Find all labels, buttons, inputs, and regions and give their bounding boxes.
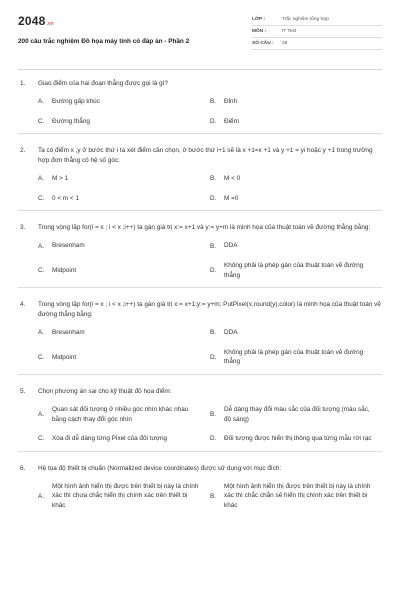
- option-letter: A.: [38, 329, 45, 337]
- question-text-row: [18, 300, 382, 320]
- question-number: 6.: [20, 464, 26, 472]
- meta-value: IT Test: [282, 29, 297, 34]
- question: [18, 385, 382, 452]
- option[interactable]: [38, 261, 210, 280]
- meta-label: SỐ CÂU :: [252, 41, 274, 46]
- question: [18, 144, 382, 211]
- option[interactable]: [38, 194, 210, 204]
- question: [18, 462, 382, 518]
- option-letter: B.: [210, 411, 217, 419]
- option-text: Xóa đi dễ dàng từng Pixel của đối tượng: [52, 435, 168, 443]
- option-text: Một hình ảnh hiển thị được trên thiết bị này là chính xác thì chưa chắc hiển thị chính xác trên thiết bị khác: [52, 482, 199, 509]
- option-letter: B.: [210, 329, 217, 337]
- option[interactable]: [210, 405, 382, 424]
- option-list: [18, 174, 382, 203]
- logo-suffix: .vn: [46, 21, 54, 27]
- option-text: Midpoint: [52, 266, 77, 274]
- option-text: M =0: [224, 194, 239, 202]
- question-number: 5.: [20, 387, 26, 395]
- option-text: Quan sát đối tượng ở nhiều góc nhìn khác nhau bằng cách thay đổi góc nhìn: [52, 405, 189, 423]
- question-text-row: [18, 387, 382, 397]
- option[interactable]: [38, 328, 210, 338]
- option-text: Không phải là phép gán của thuật toán vẽ đường thẳng: [224, 348, 364, 366]
- question: [18, 298, 382, 375]
- option-letter: C.: [38, 117, 45, 125]
- option-letter: B.: [210, 175, 217, 183]
- option-text: Đường gấp khúc: [52, 98, 100, 105]
- option[interactable]: [210, 328, 382, 338]
- option-letter: B.: [210, 242, 217, 250]
- option-list: [18, 482, 382, 511]
- option[interactable]: [210, 194, 382, 204]
- option-list: [18, 328, 382, 367]
- option-text: Đỉnh: [224, 98, 238, 105]
- option[interactable]: [210, 434, 382, 444]
- option-letter: D.: [210, 353, 217, 361]
- question-text: Trong vòng lặp for(i = x ; i < x ;i++) ta gán giá trị x:= x+1;y:= y+m; PutPixel(x,round(y),color) là minh họa của thuật toán vẽ đường thẳng bằng:: [38, 301, 381, 319]
- option-letter: D.: [210, 435, 217, 443]
- option[interactable]: [210, 117, 382, 127]
- question-list: [18, 77, 382, 528]
- meta-label: LỚP :: [252, 17, 266, 22]
- header-divider: [18, 69, 382, 70]
- option-text: Bresenham: [52, 242, 85, 250]
- meta-row-subject: [252, 26, 382, 38]
- option-text: Midpoint: [52, 353, 77, 361]
- option-text: Đối tượng được hiển thị thông qua từng mẫu rời rạc: [224, 435, 372, 443]
- option[interactable]: [38, 174, 210, 184]
- option-text: Điểm: [224, 117, 239, 125]
- question-number: 4.: [20, 301, 26, 309]
- question-text: Ta có điểm x ,y ở bước thứ i ta xét điểm cần chọn, ở bước thứ i+1 sẽ là x +1=x +1 và y +1 = yi hoặc y +1 trong trường hợp đơn thẳng có hệ số góc:: [38, 147, 373, 165]
- logo-text: 2048: [18, 14, 46, 28]
- option-letter: A.: [38, 175, 45, 183]
- meta-label: MÔN :: [252, 29, 267, 34]
- question-number: 1.: [20, 80, 26, 87]
- option-list: [18, 241, 382, 280]
- option-text: Dễ dàng thay đổi màu sắc của đối tượng (màu sắc, độ sáng): [224, 405, 370, 423]
- option-list: [18, 97, 382, 126]
- option-text: M > 1: [52, 175, 69, 183]
- question-text: Giao điểm của hai đoạn thẳng được gọi là gì?: [38, 80, 168, 87]
- question-text-row: [18, 223, 382, 233]
- option-letter: A.: [38, 242, 45, 250]
- option[interactable]: [210, 97, 382, 107]
- option-text: Đường thẳng: [52, 117, 90, 125]
- meta-row-class: [252, 14, 382, 26]
- option-text: Không phải là phép gán của thuật toán vẽ đường thẳng: [224, 261, 364, 279]
- option-letter: C.: [38, 353, 45, 361]
- question: [18, 77, 382, 134]
- question-text-row: [18, 79, 382, 89]
- option[interactable]: [210, 174, 382, 184]
- option[interactable]: [38, 348, 210, 367]
- question-number: 3.: [20, 224, 26, 232]
- option[interactable]: [38, 434, 210, 444]
- option[interactable]: [38, 117, 210, 127]
- question-text: Trong vòng lặp for(i = x ; i < x ;i++) ta gán giá trị x:= x+1 và y:= y+m là minh họa của thuật toán về đường thẳng bằng:: [38, 224, 371, 232]
- option[interactable]: [210, 348, 382, 367]
- option[interactable]: [38, 97, 210, 107]
- question-number: 2.: [20, 147, 26, 155]
- option-text: Một hình ảnh hiển thị được trên thiết bị này là chính xác thì chắc chắn sẽ hiển thị chính xác trên thiết bị khác: [224, 482, 371, 509]
- header-left: [18, 14, 189, 70]
- option-letter: C.: [38, 195, 45, 203]
- option-letter: C.: [38, 267, 45, 275]
- option-text: 0 < m < 1: [52, 194, 79, 202]
- option-text: DDA: [224, 242, 238, 250]
- option-text: DDA: [224, 329, 238, 337]
- meta-table: [252, 14, 382, 70]
- option-letter: B.: [210, 492, 217, 500]
- option-letter: D.: [210, 195, 217, 203]
- option[interactable]: [210, 261, 382, 280]
- option-letter: D.: [210, 117, 217, 125]
- question: [18, 221, 382, 288]
- meta-row-count: [252, 38, 382, 50]
- question-text-row: [18, 464, 382, 474]
- option[interactable]: [38, 482, 210, 511]
- option-text: Bresenham: [52, 329, 85, 337]
- option-letter: B.: [210, 98, 217, 106]
- question-text-row: [18, 146, 382, 166]
- meta-value: 25: [282, 41, 288, 46]
- option[interactable]: [38, 405, 210, 424]
- question-text: Chọn phương án sai cho kỹ thuật đồ họa điểm:: [38, 387, 172, 395]
- option-letter: A.: [38, 492, 45, 500]
- option-letter: D.: [210, 267, 217, 275]
- option[interactable]: [38, 241, 210, 251]
- option-list: [18, 405, 382, 444]
- option-letter: A.: [38, 411, 45, 419]
- header: [18, 0, 382, 70]
- logo[interactable]: [18, 14, 189, 28]
- question-text: Hệ tọa độ thiết bị chuẩn (Normalized device coordinates) được sử dụng với mục đích:: [38, 464, 282, 472]
- page-title: 200 câu trắc nghiệm Đồ họa máy tính có đáp án - Phần 2: [18, 38, 190, 45]
- option-text: M < 0: [224, 175, 241, 183]
- meta-value: Trắc nghiệm tổng hợp: [282, 17, 329, 22]
- option-letter: C.: [38, 435, 45, 443]
- option[interactable]: [210, 241, 382, 251]
- option-letter: A.: [38, 98, 45, 106]
- option[interactable]: [210, 482, 382, 511]
